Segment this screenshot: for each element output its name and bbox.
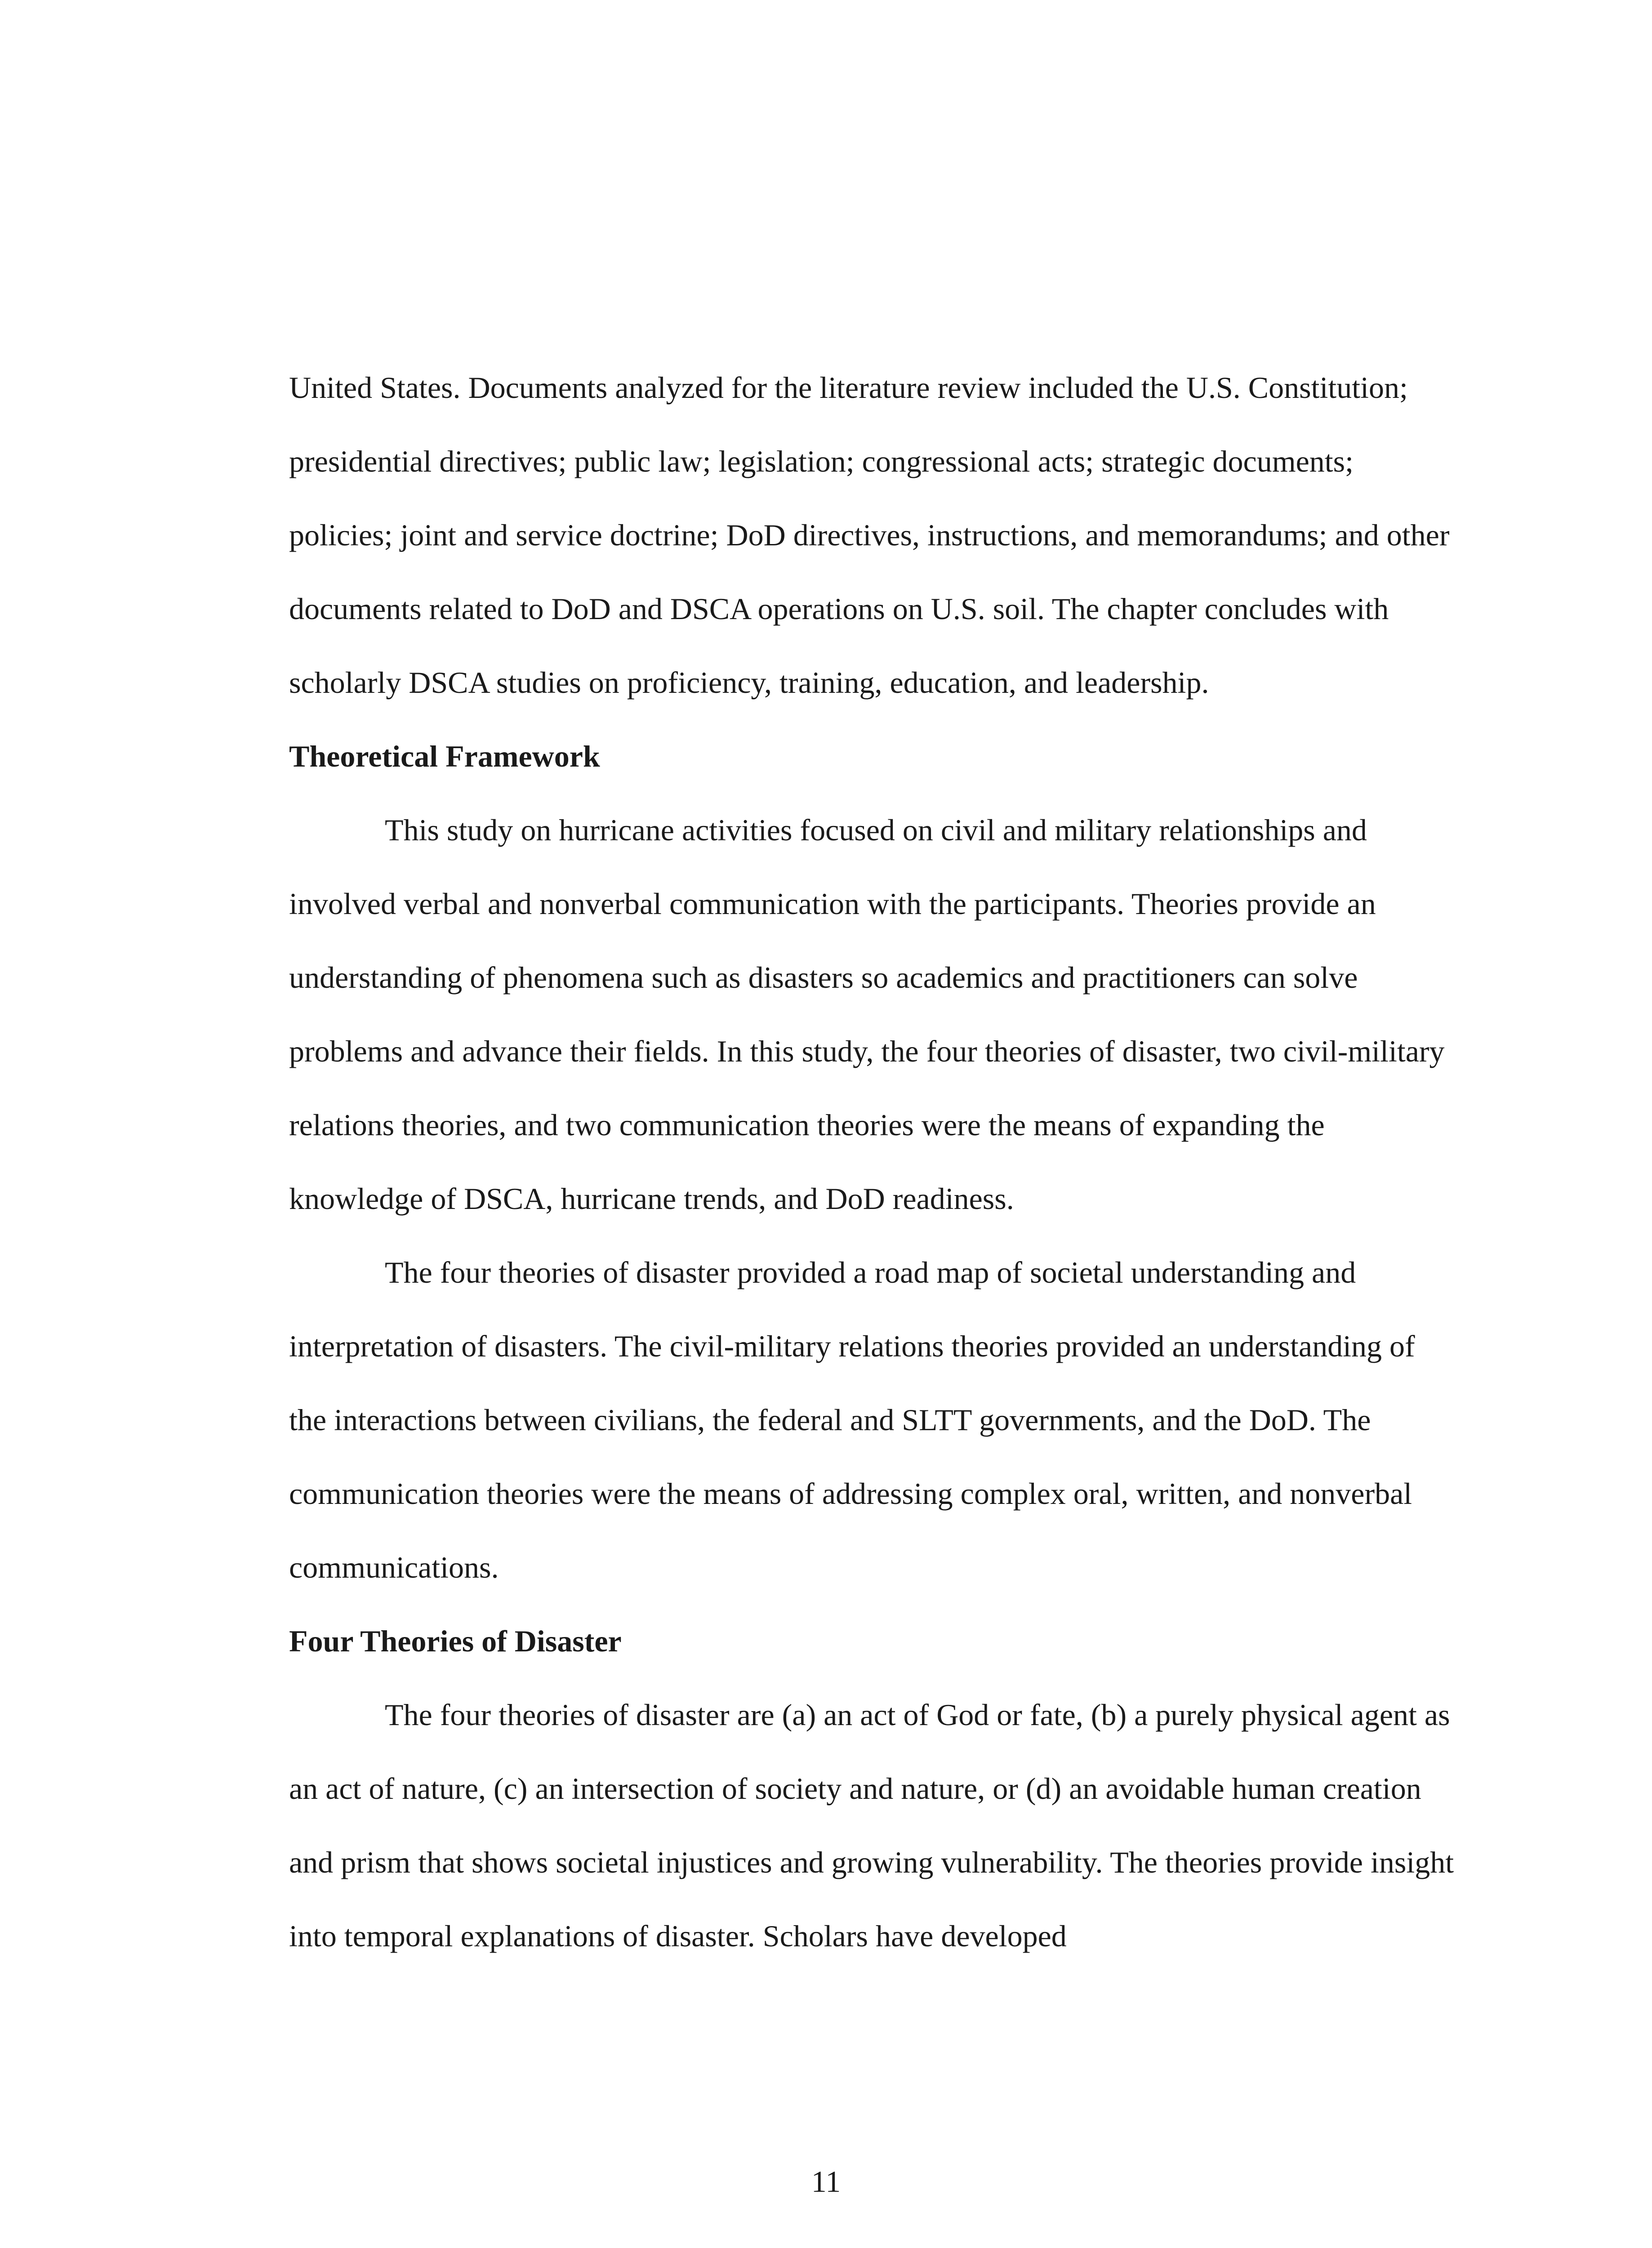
paragraph-disaster-1: The four theories of disaster are (a) an act of God or fate, (b) a purely physical agent as an act of nature, (c) an intersection of society and nature, or (d) an avoidable human creation and prism that shows societal injustices and growing vulnerability. The theories provide insight into temporal explanations of disaster. Scholars have developed	[289, 1698, 1454, 1953]
heading-theoretical-framework: Theoretical Framework	[289, 739, 600, 773]
paragraph-intro: United States. Documents analyzed for the literature review included the U.S. Constitution; presidential directives; public law; legislation; congressional acts; strategic documents; policies; joint and service doctrine; DoD directives, instructions, and memorandums; and other documents related to DoD and DSCA operations on U.S. soil. The chapter concludes with scholarly DSCA studies on proficiency, training, education, and leadership.	[289, 370, 1450, 700]
heading-four-theories-of-disaster: Four Theories of Disaster	[289, 1624, 622, 1658]
page-number: 11	[811, 2164, 841, 2199]
page-body	[289, 351, 1458, 1973]
paragraph-framework-2: The four theories of disaster provided a road map of societal understanding and interpretation of disasters. The civil-military relations theories provided an understanding of the interactions between civilians, the federal and SLTT governments, and the DoD. The communication theories were the means of addressing complex oral, written, and nonverbal communications.	[289, 1255, 1415, 1584]
paragraph-framework-1: This study on hurricane activities focused on civil and military relationships and involved verbal and nonverbal communication with the participants. Theories provide an understanding of phenomena such as disasters so academics and practitioners can solve problems and advance their fields. In this study, the four theories of disaster, two civil-military relations theories, and two communication theories were the means of expanding the knowledge of DSCA, hurricane trends, and DoD readiness.	[289, 813, 1445, 1216]
